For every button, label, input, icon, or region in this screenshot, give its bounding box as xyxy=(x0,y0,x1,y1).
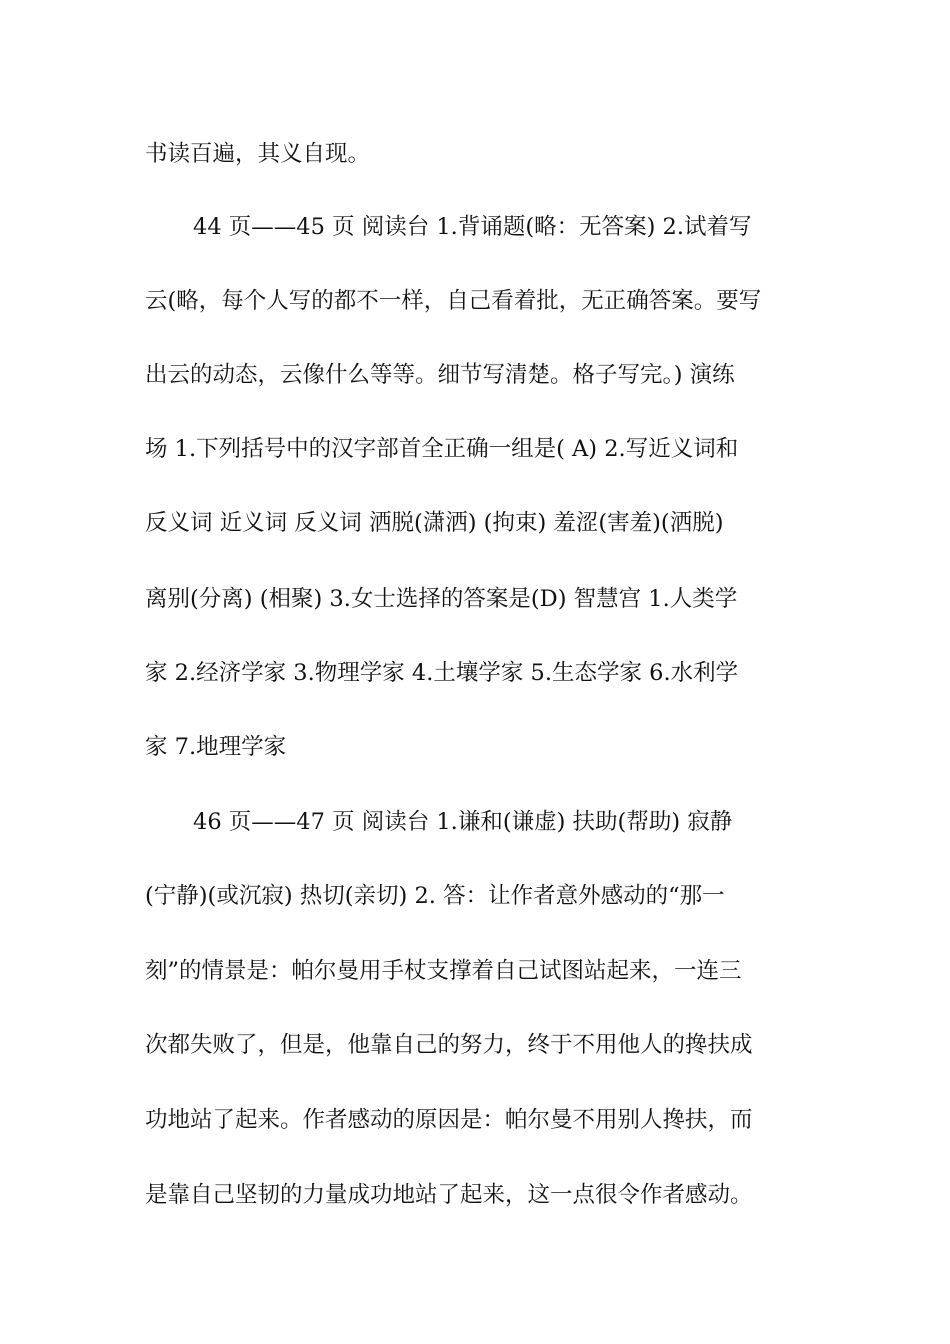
text-line: 场 1.下列括号中的汉字部首全正确一组是( A) 2.写近义词和 xyxy=(145,436,739,462)
text-line: 书读百遍，其义自现。 xyxy=(145,141,371,167)
text-line: 家 7.地理学家 xyxy=(145,734,287,760)
paragraph-first-line: 44 页——45 页 阅读台 1.背诵题(略：无答案) 2.试着写 xyxy=(193,214,752,240)
text-line: 功地站了起来。作者感动的原因是：帕尔曼不用别人搀扶，而 xyxy=(145,1107,753,1133)
text-line: 次都失败了，但是，他靠自己的努力，终于不用他人的搀扶成 xyxy=(145,1032,753,1058)
text-line: 云(略，每个人写的都不一样，自己看着批，无正确答案。要写 xyxy=(145,288,762,314)
paragraph-first-line: 46 页——47 页 阅读台 1.谦和(谦虚) 扶助(帮助) 寂静 xyxy=(193,809,733,835)
text-line: 出云的动态，云像什么等等。细节写清楚。格子写完。) 演练 xyxy=(145,362,735,388)
text-line: 刻”的情景是：帕尔曼用手杖支撑着自己试图站起来，一连三 xyxy=(145,958,742,984)
text-line: 是靠自己坚韧的力量成功地站了起来，这一点很令作者感动。 xyxy=(145,1182,753,1208)
text-line: (宁静)(或沉寂) 热切(亲切) 2. 答：让作者意外感动的“那一 xyxy=(145,883,725,909)
text-line: 反义词 近义词 反义词 洒脱(潇洒) (拘束) 羞涩(害羞)(洒脱) xyxy=(145,510,724,536)
text-line: 离别(分离) (相聚) 3.女士选择的答案是(D) 智慧宫 1.人类学 xyxy=(145,586,738,612)
text-line: 家 2.经济学家 3.物理学家 4.土壤学家 5.生态学家 6.水利学 xyxy=(145,660,739,686)
